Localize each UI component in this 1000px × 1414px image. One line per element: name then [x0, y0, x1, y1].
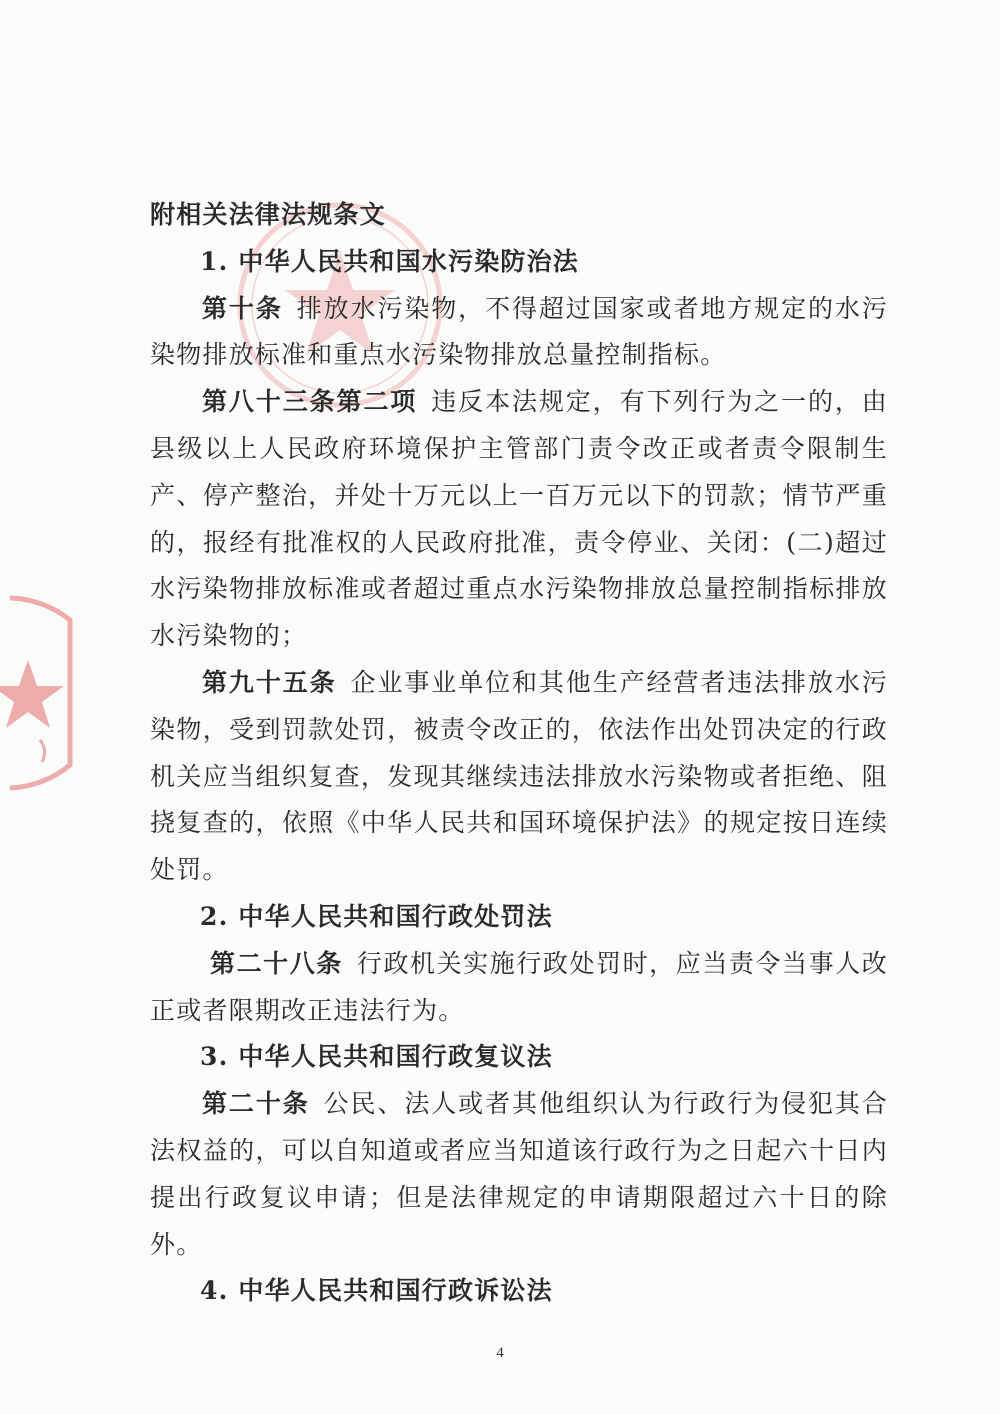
article-text: 违反本法规定，有下列行为之一的，由县级以上人民政府环境保护主管部门责令改正或者责令限制生产、停产整治，并处十万元以上一百万元以下的罚款；情节严重的，报经有批准权的人民政府批准，责令停业、关闭：(二)超过水污染物排放标准或者超过重点水污染物排放总量控制指标排放水污染物的；	[150, 387, 888, 651]
article-label: 第十条	[202, 293, 283, 323]
document-body	[150, 192, 888, 1315]
article-label: 第二十八条	[210, 948, 343, 978]
section-title-administrative-review-law: 3. 中华人民共和国行政复议法	[200, 1042, 553, 1072]
article-label: 第九十五条	[202, 667, 337, 697]
partial-seal-icon	[0, 590, 80, 795]
section-title-administrative-litigation-law: 4. 中华人民共和国行政诉讼法	[200, 1276, 553, 1306]
article-text: 排放水污染物，不得超过国家或者地方规定的水污染物排放标准和重点水污染物排放总量控制指标。	[150, 293, 888, 370]
article-paragraph	[150, 379, 888, 660]
document-heading: 附相关法律法规条文	[150, 200, 386, 229]
article-paragraph	[150, 660, 888, 894]
article-paragraph	[150, 286, 888, 380]
article-text: 公民、法人或者其他组织认为行政行为侵犯其合法权益的，可以自知道或者应当知道该行政行为之日起六十日内提出行政复议申请；但是法律规定的申请期限超过六十日的除外。	[150, 1089, 888, 1259]
article-text: 行政机关实施行政处罚时，应当责令当事人改正或者限期改正违法行为。	[150, 948, 888, 1025]
article-text: 企业事业单位和其他生产经营者违法排放水污染物，受到罚款处罚，被责令改正的，依法作出处罚决定的行政机关应当组织复查，发现其继续违法排放水污染物或者拒绝、阻挠复查的，依照《中华人民共和国环境保护法》的规定按日连续处罚。	[150, 667, 888, 885]
article-label: 第二十条	[202, 1089, 310, 1119]
page-number: 4	[496, 1345, 504, 1361]
article-paragraph	[150, 1081, 888, 1268]
article-paragraph	[150, 941, 888, 1035]
article-label: 第八十三条第二项	[202, 387, 418, 417]
section-title-water-pollution-law: 1. 中华人民共和国水污染防治法	[200, 246, 580, 276]
section-title-administrative-penalty-law: 2. 中华人民共和国行政处罚法	[200, 901, 553, 931]
